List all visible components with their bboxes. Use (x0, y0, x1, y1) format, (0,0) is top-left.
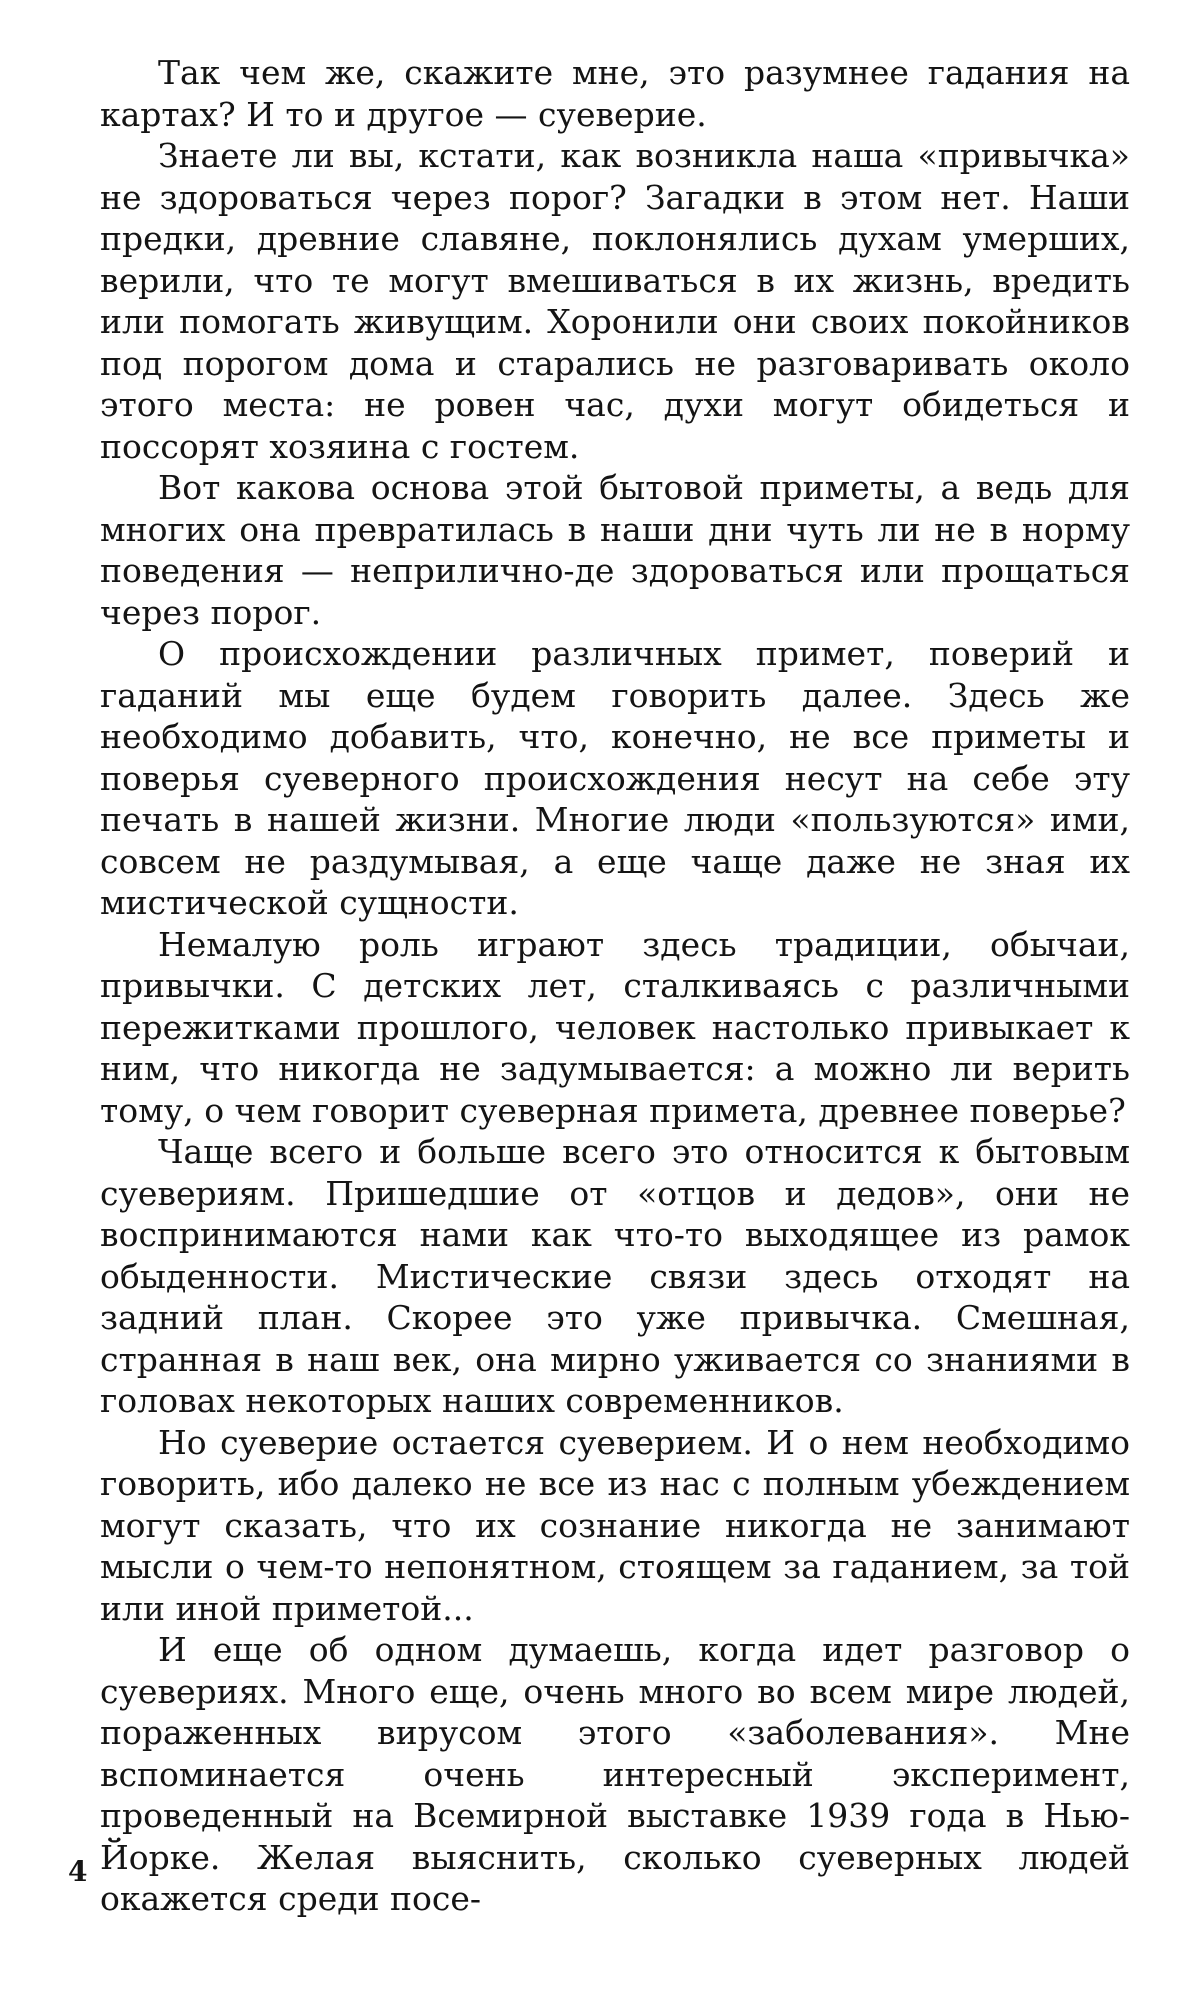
paragraph-7: Но суеверие остается суеверием. И о нем необходимо говорить, ибо далеко не все из нас с полным убеждением могут сказать, что их сознание никогда не занимают мысли о чем-то непонятном, стоящем за гаданием, за той или иной приметой... (100, 1422, 1130, 1628)
document-page (100, 52, 1130, 1932)
paragraph-3: Вот какова основа этой бытовой приметы, а ведь для многих она превратилась в наши дни чуть ли не в норму поведения — неприлично-де здороваться или прощаться через порог. (100, 468, 1130, 632)
paragraph-2: Знаете ли вы, кстати, как возникла наша «привычка» не здороваться через порог? Загадки в этом нет. Наши предки, древние славяне, поклонялись духам умерших, верили, что те могут вмешиваться в их жизнь, вредить или помогать живущим. Хоронили они своих покойников под порогом дома и старались не разговаривать около этого места: не ровен час, духи могут обидеться и поссорят хозяина с гостем. (100, 136, 1130, 466)
paragraph-1: Так чем же, скажите мне, это разумнее гадания на картах? И то и другое — суеверие. (100, 53, 1130, 134)
page-number: 4 (68, 1855, 88, 1888)
paragraph-6: Чаще всего и больше всего это относится к бытовым суевериям. Пришедшие от «отцов и дедов», они не воспринимаются нами как что-то выходящее из рамок обыденности. Мистические связи здесь отходят на задний план. Скорее это уже привычка. Смешная, странная в наш век, она мирно уживается со знаниями в головах некоторых наших современников. (100, 1132, 1130, 1420)
paragraph-4: О происхождении различных примет, поверий и гаданий мы еще будем говорить далее. Здесь же необходимо добавить, что, конечно, не все приметы и поверья суеверного происхождения несут на себе эту печать в нашей жизни. Многие люди «пользуются» ими, совсем не раздумывая, а еще чаще даже не зная их мистической сущности. (100, 634, 1130, 922)
paragraph-5: Немалую роль играют здесь традиции, обычаи, привычки. С детских лет, сталкиваясь с различными пережитками прошлого, человек настолько привыкает к ним, что никогда не задумывается: а можно ли верить тому, о чем говорит суеверная примета, древнее поверье? (100, 924, 1130, 1130)
paragraph-8: И еще об одном думаешь, когда идет разговор о суевериях. Много еще, очень много во всем мире людей, пораженных вирусом этого «заболевания». Мне вспоминается очень интересный эксперимент, проведенный на Всемирной выставке 1939 года в Нью-Йорке. Желая выяснить, сколько суеверных людей окажется среди посе- (100, 1630, 1130, 1918)
